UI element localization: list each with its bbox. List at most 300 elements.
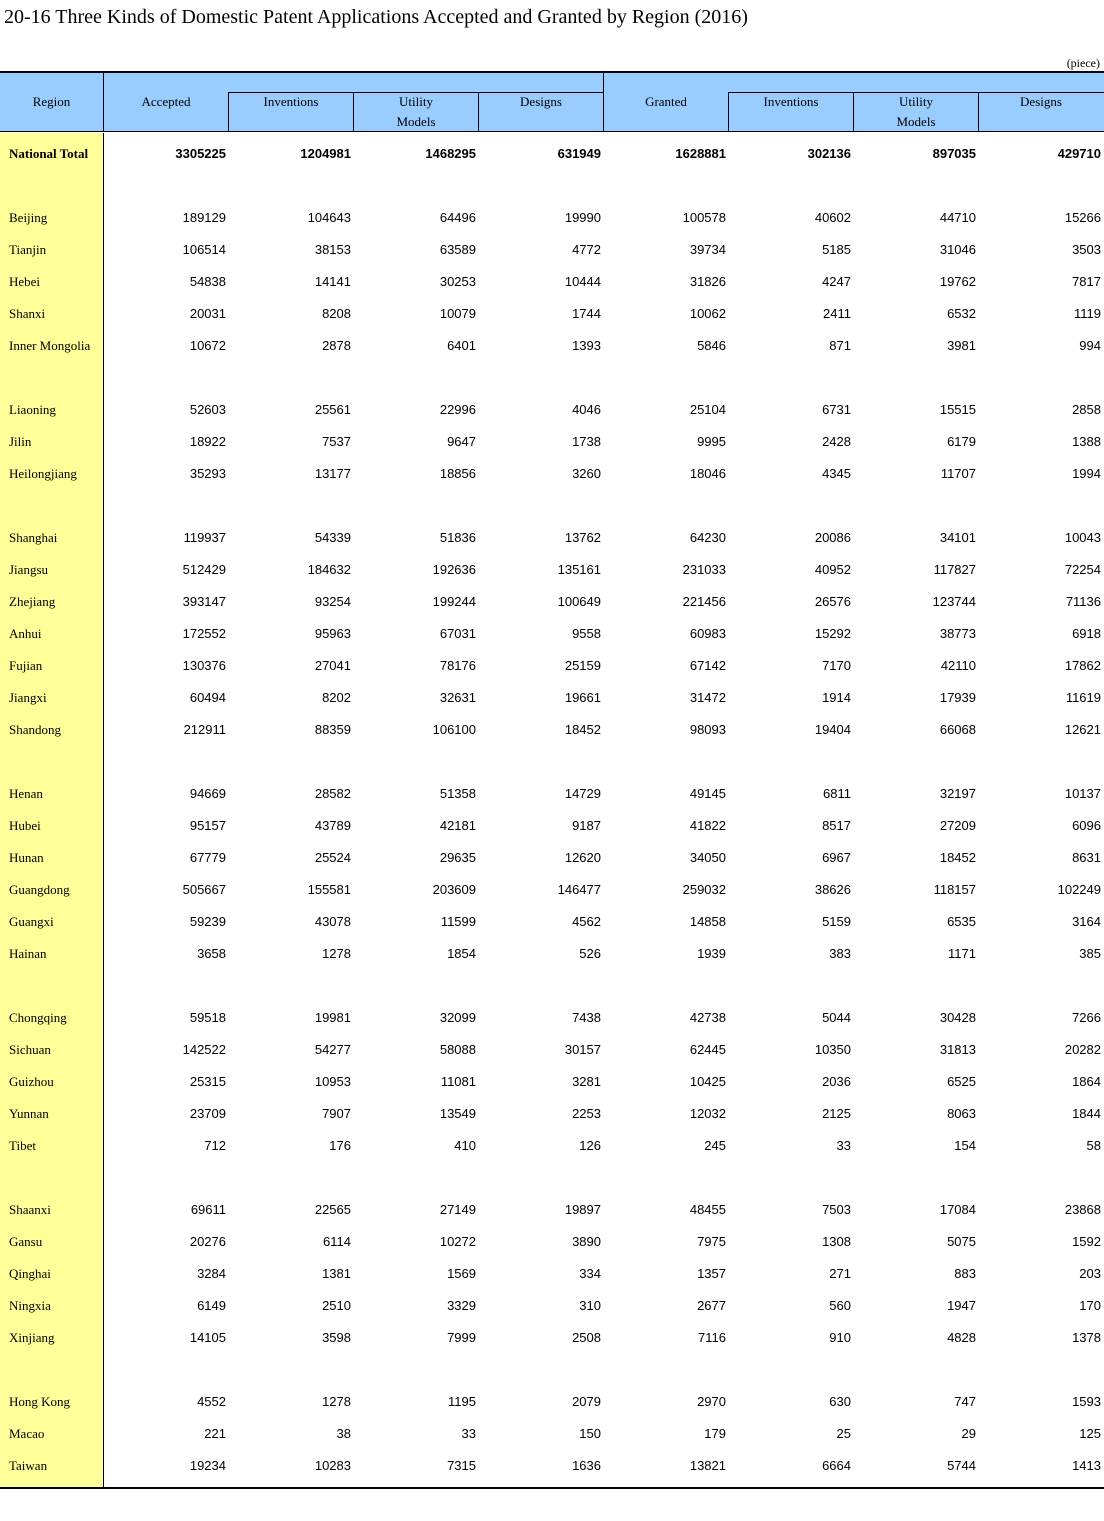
cell-accepted-designs: 9187 <box>572 818 601 833</box>
region-name: Hong Kong <box>9 1394 71 1409</box>
cell-granted: 179 <box>704 1426 726 1441</box>
cell-accepted-inventions: 3598 <box>322 1330 351 1345</box>
cell-accepted: 94669 <box>189 786 226 801</box>
cell-accepted-designs: 1393 <box>572 338 601 353</box>
cell-accepted-designs: 100649 <box>557 594 601 609</box>
table-row <box>0 1104 1104 1124</box>
cell-granted-utility-models: 8063 <box>947 1106 976 1121</box>
cell-granted-inventions: 15292 <box>814 626 851 641</box>
cell-granted-utility-models: 15515 <box>939 402 976 417</box>
cell-accepted-inventions: 1278 <box>322 946 351 961</box>
cell-accepted-utility-models: 1854 <box>447 946 476 961</box>
region-name: Heilongjiang <box>9 466 77 481</box>
cell-accepted-designs: 126 <box>579 1138 601 1153</box>
cell-accepted: 393147 <box>182 594 226 609</box>
cell-accepted-utility-models: 199244 <box>432 594 476 609</box>
cell-granted: 25104 <box>689 402 726 417</box>
cell-granted-designs: 8631 <box>1072 850 1101 865</box>
cell-granted-utility-models: 17939 <box>939 690 976 705</box>
cell-granted-inventions: 10350 <box>814 1042 851 1057</box>
cell-granted-inventions: 38626 <box>814 882 851 897</box>
cell-granted-designs: 1388 <box>1072 434 1101 449</box>
cell-accepted-designs: 1636 <box>572 1458 601 1473</box>
cell-accepted: 10672 <box>189 338 226 353</box>
cell-granted-inventions: 1308 <box>822 1234 851 1249</box>
cell-accepted-designs: 526 <box>579 946 601 961</box>
cell-accepted-utility-models: 9647 <box>447 434 476 449</box>
table-row <box>0 1424 1104 1444</box>
region-name: Chongqing <box>9 1010 67 1025</box>
table-row <box>0 592 1104 612</box>
col-header-granted-utility-line2: Models <box>896 114 936 129</box>
table-row <box>0 560 1104 580</box>
cell-accepted-utility-models: 203609 <box>432 882 476 897</box>
table-row <box>0 1232 1104 1252</box>
region-name: Gansu <box>9 1234 43 1249</box>
cell-granted-inventions: 871 <box>829 338 851 353</box>
cell-accepted-inventions: 43078 <box>314 914 351 929</box>
table-row <box>0 336 1104 356</box>
cell-accepted-inventions: 1278 <box>322 1394 351 1409</box>
cell-granted-designs: 1844 <box>1072 1106 1101 1121</box>
cell-accepted-utility-models: 63589 <box>439 242 476 257</box>
cell-accepted-inventions: 184632 <box>307 562 351 577</box>
cell-accepted-utility-models: 10272 <box>439 1234 476 1249</box>
cell-accepted: 212911 <box>183 722 226 737</box>
col-header-accepted-designs: Designs <box>520 94 562 109</box>
cell-granted-utility-models: 117827 <box>933 562 976 577</box>
cell-accepted: 130376 <box>182 658 226 673</box>
cell-granted-designs: 6918 <box>1072 626 1101 641</box>
cell-granted: 231033 <box>682 562 726 577</box>
col-header-granted-designs: Designs <box>1020 94 1062 109</box>
table-row <box>0 144 1104 164</box>
cell-granted: 9995 <box>697 434 726 449</box>
cell-granted-inventions: 2125 <box>822 1106 851 1121</box>
cell-accepted-utility-models: 27149 <box>439 1202 476 1217</box>
region-name: Xinjiang <box>9 1330 55 1345</box>
cell-granted-inventions: 40602 <box>814 210 851 225</box>
cell-granted-designs: 2858 <box>1072 402 1101 417</box>
cell-granted: 259032 <box>682 882 726 897</box>
cell-accepted-utility-models: 29635 <box>439 850 476 865</box>
table-row <box>0 1296 1104 1316</box>
cell-granted-inventions: 19404 <box>814 722 851 737</box>
cell-granted-utility-models: 1947 <box>947 1298 976 1313</box>
cell-granted-designs: 3503 <box>1072 242 1101 257</box>
col-header-accepted: Accepted <box>141 94 191 109</box>
cell-granted-designs: 71136 <box>1065 594 1101 609</box>
cell-accepted-utility-models: 1468295 <box>425 146 476 161</box>
cell-granted: 1357 <box>697 1266 726 1281</box>
cell-accepted-designs: 4046 <box>572 402 601 417</box>
cell-granted-inventions: 560 <box>829 1298 851 1313</box>
cell-granted-designs: 17862 <box>1064 658 1101 673</box>
cell-granted-utility-models: 38773 <box>939 626 976 641</box>
table-row <box>0 1264 1104 1284</box>
region-name: Shanghai <box>9 530 58 545</box>
table-row <box>0 656 1104 676</box>
cell-accepted-inventions: 22565 <box>314 1202 351 1217</box>
cell-accepted: 19234 <box>189 1458 226 1473</box>
cell-accepted-designs: 2079 <box>572 1394 601 1409</box>
cell-accepted-designs: 4772 <box>572 242 601 257</box>
cell-accepted-inventions: 54339 <box>314 530 351 545</box>
cell-granted-inventions: 6811 <box>823 786 851 801</box>
cell-accepted-inventions: 155581 <box>307 882 351 897</box>
cell-granted-utility-models: 883 <box>954 1266 976 1281</box>
cell-granted-utility-models: 66068 <box>939 722 976 737</box>
cell-accepted: 119937 <box>183 530 226 545</box>
cell-granted-utility-models: 32197 <box>939 786 976 801</box>
cell-accepted: 20031 <box>189 306 226 321</box>
cell-granted-utility-models: 3981 <box>947 338 976 353</box>
cell-accepted-inventions: 54277 <box>314 1042 351 1057</box>
cell-granted-designs: 58 <box>1086 1138 1101 1153</box>
region-name: Jiangxi <box>9 690 47 705</box>
cell-accepted-utility-models: 32099 <box>439 1010 476 1025</box>
cell-accepted-utility-models: 6401 <box>447 338 476 353</box>
cell-granted-utility-models: 747 <box>954 1394 976 1409</box>
cell-granted: 10062 <box>689 306 726 321</box>
table-row <box>0 240 1104 260</box>
cell-granted: 2970 <box>697 1394 726 1409</box>
cell-granted-designs: 23868 <box>1064 1202 1101 1217</box>
cell-accepted: 3284 <box>197 1266 226 1281</box>
cell-accepted-inventions: 104643 <box>307 210 351 225</box>
cell-accepted-designs: 334 <box>579 1266 601 1281</box>
table-row <box>0 624 1104 644</box>
cell-granted-inventions: 7503 <box>822 1202 851 1217</box>
region-name: Sichuan <box>9 1042 51 1057</box>
cell-accepted-designs: 7438 <box>572 1010 601 1025</box>
cell-accepted-designs: 1744 <box>572 306 601 321</box>
cell-granted-inventions: 302136 <box>807 146 851 161</box>
cell-accepted-utility-models: 67031 <box>439 626 476 641</box>
region-name: Shandong <box>9 722 61 737</box>
cell-granted-utility-models: 5744 <box>947 1458 976 1473</box>
cell-granted-utility-models: 27209 <box>939 818 976 833</box>
table-row <box>0 272 1104 292</box>
cell-granted: 49145 <box>689 786 726 801</box>
cell-granted-inventions: 26576 <box>814 594 851 609</box>
cell-accepted-inventions: 88359 <box>314 722 351 737</box>
cell-accepted-inventions: 10953 <box>314 1074 351 1089</box>
cell-accepted-designs: 1738 <box>572 434 601 449</box>
region-name: Inner Mongolia <box>9 338 91 353</box>
region-name: Guizhou <box>9 1074 54 1089</box>
cell-accepted-utility-models: 13549 <box>439 1106 476 1121</box>
cell-accepted: 3305225 <box>175 146 226 161</box>
cell-accepted-inventions: 25524 <box>314 850 351 865</box>
col-header-granted-utility-line1: Utility <box>899 94 933 109</box>
cell-accepted: 14105 <box>189 1330 226 1345</box>
region-name: Hunan <box>9 850 44 865</box>
cell-accepted-inventions: 25561 <box>314 402 351 417</box>
cell-accepted: 35293 <box>189 466 226 481</box>
cell-granted-utility-models: 19762 <box>939 274 976 289</box>
cell-granted: 7975 <box>697 1234 726 1249</box>
cell-granted-utility-models: 34101 <box>939 530 976 545</box>
cell-granted-utility-models: 31046 <box>939 242 976 257</box>
col-header-region: Region <box>32 94 71 109</box>
cell-granted: 1628881 <box>675 146 726 161</box>
cell-granted: 13821 <box>689 1458 726 1473</box>
table-row <box>0 848 1104 868</box>
cell-granted: 7116 <box>698 1330 726 1345</box>
region-name: Jilin <box>9 434 32 449</box>
cell-granted-utility-models: 42110 <box>940 658 976 673</box>
cell-granted-inventions: 8517 <box>822 818 851 833</box>
cell-accepted-utility-models: 51836 <box>439 530 476 545</box>
region-name: Taiwan <box>9 1458 48 1473</box>
cell-granted-utility-models: 118157 <box>933 882 976 897</box>
cell-granted-designs: 10043 <box>1064 530 1101 545</box>
table-row <box>0 1136 1104 1156</box>
cell-granted-inventions: 630 <box>829 1394 851 1409</box>
table-row <box>0 400 1104 420</box>
cell-accepted: 512429 <box>182 562 226 577</box>
cell-accepted-utility-models: 10079 <box>439 306 476 321</box>
cell-granted: 5846 <box>697 338 726 353</box>
table-bottom-rule <box>0 1487 1104 1489</box>
cell-granted-designs: 11619 <box>1065 690 1101 705</box>
cell-accepted-inventions: 10283 <box>314 1458 351 1473</box>
cell-accepted-utility-models: 1195 <box>448 1394 476 1409</box>
cell-granted-utility-models: 154 <box>954 1138 976 1153</box>
table-header <box>0 73 1104 132</box>
cell-accepted-inventions: 1381 <box>322 1266 351 1281</box>
cell-granted-designs: 170 <box>1079 1298 1101 1313</box>
cell-accepted-inventions: 7907 <box>322 1106 351 1121</box>
cell-accepted-utility-models: 51358 <box>439 786 476 801</box>
cell-granted: 100578 <box>682 210 726 225</box>
table-row <box>0 528 1104 548</box>
cell-granted: 62445 <box>689 1042 726 1057</box>
cell-granted-inventions: 33 <box>836 1138 851 1153</box>
table-row <box>0 432 1104 452</box>
cell-granted-inventions: 5159 <box>822 914 851 929</box>
cell-granted-inventions: 25 <box>836 1426 851 1441</box>
col-header-granted: Granted <box>645 94 687 109</box>
cell-accepted: 25315 <box>189 1074 226 1089</box>
region-name: Zhejiang <box>9 594 56 609</box>
cell-accepted: 20276 <box>189 1234 226 1249</box>
cell-granted-utility-models: 6525 <box>947 1074 976 1089</box>
cell-accepted-utility-models: 3329 <box>447 1298 476 1313</box>
cell-granted-utility-models: 30428 <box>939 1010 976 1025</box>
region-name: Liaoning <box>9 402 56 417</box>
cell-accepted-inventions: 38153 <box>314 242 351 257</box>
cell-granted-inventions: 6967 <box>822 850 851 865</box>
table-row <box>0 688 1104 708</box>
region-name: Guangxi <box>9 914 54 929</box>
region-name: Shanxi <box>9 306 46 321</box>
cell-granted-inventions: 4345 <box>822 466 851 481</box>
cell-granted-utility-models: 6179 <box>947 434 976 449</box>
cell-accepted-designs: 310 <box>579 1298 601 1313</box>
cell-granted: 34050 <box>689 850 726 865</box>
table-row <box>0 816 1104 836</box>
cell-granted: 245 <box>704 1138 726 1153</box>
col-header-accepted-utility-line1: Utility <box>399 94 433 109</box>
region-name: Tibet <box>9 1138 36 1153</box>
cell-granted: 60983 <box>689 626 726 641</box>
cell-accepted-designs: 9558 <box>572 626 601 641</box>
cell-accepted: 60494 <box>189 690 226 705</box>
cell-granted: 64230 <box>689 530 726 545</box>
cell-accepted-inventions: 43789 <box>314 818 351 833</box>
cell-granted-utility-models: 1171 <box>948 946 976 961</box>
cell-accepted-designs: 3260 <box>572 466 601 481</box>
region-name: Hebei <box>9 274 41 289</box>
cell-accepted: 52603 <box>189 402 226 417</box>
cell-granted-designs: 15266 <box>1064 210 1101 225</box>
cell-granted: 42738 <box>689 1010 726 1025</box>
cell-granted-designs: 7266 <box>1072 1010 1101 1025</box>
cell-accepted-utility-models: 32631 <box>439 690 476 705</box>
cell-accepted-designs: 150 <box>579 1426 601 1441</box>
cell-accepted-utility-models: 11599 <box>440 914 476 929</box>
table-title: 20-16 Three Kinds of Domestic Patent Applications Accepted and Granted by Region (2016) <box>4 6 748 28</box>
cell-granted-designs: 7817 <box>1072 274 1101 289</box>
cell-accepted-designs: 18452 <box>564 722 601 737</box>
col-header-granted-inventions: Inventions <box>763 94 819 109</box>
cell-accepted-utility-models: 410 <box>454 1138 476 1153</box>
cell-accepted: 18922 <box>189 434 226 449</box>
cell-accepted: 59518 <box>189 1010 226 1025</box>
table-row <box>0 944 1104 964</box>
cell-granted-utility-models: 44710 <box>939 210 976 225</box>
cell-accepted: 67779 <box>189 850 226 865</box>
cell-granted: 12032 <box>689 1106 726 1121</box>
cell-accepted-inventions: 2878 <box>322 338 351 353</box>
cell-accepted-utility-models: 30253 <box>439 274 476 289</box>
table-row <box>0 208 1104 228</box>
cell-granted: 39734 <box>689 242 726 257</box>
cell-granted-utility-models: 4828 <box>947 1330 976 1345</box>
cell-accepted-inventions: 8208 <box>322 306 351 321</box>
cell-accepted-inventions: 176 <box>329 1138 351 1153</box>
cell-accepted: 95157 <box>189 818 226 833</box>
table-row <box>0 304 1104 324</box>
cell-accepted: 172552 <box>182 626 226 641</box>
region-name: Beijing <box>9 210 48 225</box>
cell-accepted-designs: 19897 <box>564 1202 601 1217</box>
cell-accepted-inventions: 14141 <box>314 274 351 289</box>
cell-granted-inventions: 20086 <box>814 530 851 545</box>
cell-accepted-inventions: 7537 <box>322 434 351 449</box>
cell-accepted-designs: 146477 <box>557 882 601 897</box>
cell-granted: 18046 <box>689 466 726 481</box>
cell-accepted-utility-models: 22996 <box>439 402 476 417</box>
table-row <box>0 784 1104 804</box>
cell-granted-utility-models: 5075 <box>947 1234 976 1249</box>
cell-granted-designs: 1593 <box>1072 1394 1101 1409</box>
cell-accepted-inventions: 93254 <box>314 594 351 609</box>
cell-accepted-designs: 14729 <box>564 786 601 801</box>
cell-granted-inventions: 271 <box>829 1266 851 1281</box>
cell-accepted: 221 <box>204 1426 226 1441</box>
cell-granted-inventions: 6731 <box>822 402 851 417</box>
region-name: Macao <box>9 1426 45 1441</box>
cell-granted-designs: 1413 <box>1072 1458 1101 1473</box>
cell-granted-inventions: 6664 <box>822 1458 851 1473</box>
table-row <box>0 1072 1104 1092</box>
cell-granted-inventions: 5044 <box>822 1010 851 1025</box>
cell-accepted-utility-models: 7315 <box>447 1458 476 1473</box>
cell-granted-designs: 6096 <box>1072 818 1101 833</box>
cell-granted-inventions: 2428 <box>822 434 851 449</box>
cell-granted-designs: 10137 <box>1064 786 1101 801</box>
cell-granted-inventions: 1914 <box>822 690 851 705</box>
cell-granted-inventions: 7170 <box>822 658 851 673</box>
region-name: Guangdong <box>9 882 70 897</box>
cell-granted-designs: 72254 <box>1064 562 1101 577</box>
cell-accepted: 4552 <box>197 1394 226 1409</box>
table-row <box>0 1200 1104 1220</box>
cell-accepted: 6149 <box>197 1298 226 1313</box>
region-name: Hubei <box>9 818 41 833</box>
cell-granted-inventions: 40952 <box>814 562 851 577</box>
cell-granted: 48455 <box>689 1202 726 1217</box>
cell-granted-designs: 1378 <box>1072 1330 1101 1345</box>
cell-accepted-utility-models: 18856 <box>439 466 476 481</box>
col-header-accepted-utility-line2: Models <box>396 114 436 129</box>
cell-granted-designs: 385 <box>1079 946 1101 961</box>
cell-granted: 1939 <box>697 946 726 961</box>
cell-granted: 41822 <box>689 818 726 833</box>
region-name: Anhui <box>9 626 42 641</box>
region-name: Tianjin <box>9 242 47 257</box>
table-row <box>0 464 1104 484</box>
cell-granted: 10425 <box>689 1074 726 1089</box>
cell-accepted-designs: 12620 <box>564 850 601 865</box>
cell-accepted: 54838 <box>189 274 226 289</box>
cell-accepted: 23709 <box>189 1106 226 1121</box>
cell-granted-designs: 1592 <box>1072 1234 1101 1249</box>
region-name: Ningxia <box>9 1298 51 1313</box>
table-row <box>0 1392 1104 1412</box>
cell-granted-inventions: 4247 <box>822 274 851 289</box>
cell-accepted-utility-models: 11081 <box>440 1074 476 1089</box>
cell-accepted-inventions: 1204981 <box>300 146 351 161</box>
cell-accepted-designs: 135161 <box>557 562 601 577</box>
cell-accepted-utility-models: 78176 <box>439 658 476 673</box>
cell-accepted: 189129 <box>182 210 226 225</box>
cell-granted-designs: 994 <box>1079 338 1101 353</box>
cell-accepted-inventions: 8202 <box>322 690 351 705</box>
cell-accepted: 505667 <box>182 882 226 897</box>
cell-accepted-utility-models: 58088 <box>439 1042 476 1057</box>
cell-granted-inventions: 2036 <box>822 1074 851 1089</box>
cell-accepted-utility-models: 1569 <box>447 1266 476 1281</box>
table-row <box>0 720 1104 740</box>
cell-accepted-inventions: 95963 <box>314 626 351 641</box>
cell-granted-utility-models: 6535 <box>947 914 976 929</box>
cell-granted-inventions: 910 <box>829 1330 851 1345</box>
cell-accepted-inventions: 6114 <box>323 1234 351 1249</box>
cell-granted-utility-models: 17084 <box>939 1202 976 1217</box>
cell-granted: 221456 <box>682 594 726 609</box>
cell-accepted-designs: 2508 <box>572 1330 601 1345</box>
cell-accepted: 3658 <box>197 946 226 961</box>
cell-accepted-inventions: 19981 <box>314 1010 351 1025</box>
cell-accepted: 59239 <box>189 914 226 929</box>
cell-granted-designs: 1864 <box>1072 1074 1101 1089</box>
cell-granted-utility-models: 11707 <box>940 466 976 481</box>
cell-accepted-designs: 19990 <box>564 210 601 225</box>
